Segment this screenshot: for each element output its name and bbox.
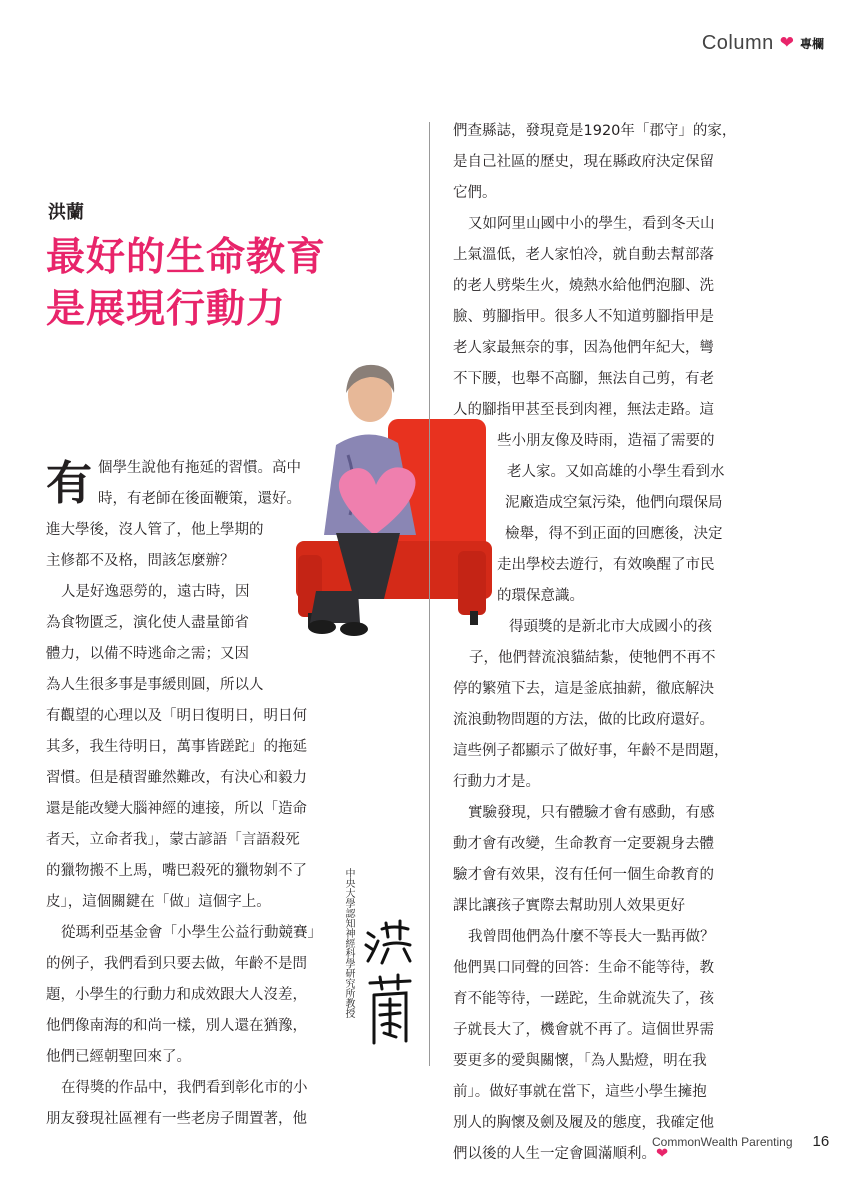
text-line: 個學生說他有拖延的習慣。高中 [98,460,301,476]
text-line: 別人的胸懷及劍及履及的態度，我確定他 [453,1115,714,1131]
right-column [453,116,753,1170]
text-line: 的老人劈柴生火，燒熱水給他們泡腳、洗 [453,278,714,294]
article-title [46,232,326,336]
text-line: 檢舉，得不到正面的回應後，決定 [505,526,723,542]
text-line: 的例子，我們看到只要去做，年齡不是問 [46,956,307,972]
text-line: 在得獎的作品中，我們看到彰化市的小 [61,1080,308,1096]
author-signature [360,915,420,1050]
author-name: 洪蘭 [48,202,84,223]
title-line-2: 是展現行動力 [46,287,287,332]
text-line: 是自己社區的歷史，現在縣政府決定保留 [453,154,714,170]
text-line: 老人家最無奈的事，因為他們年紀大，彎 [453,340,714,356]
text-line: 還是能改變大腦神經的連接，所以「造命 [46,801,307,817]
text-line: 時，有老師在後面鞭策，還好。 [98,491,301,507]
text-line: 為食物匱乏，演化使人盡量節省 [46,615,249,631]
text-line: 有觀望的心理以及「明日復明日，明日何 [46,708,307,724]
text-line: 其多，我生待明日，萬事皆蹉跎」的拖延 [46,739,307,755]
page-number: 16 [812,1133,830,1150]
column-label: Column [701,32,774,54]
text-line: 動才會有改變，生命教育一定要親身去體 [453,836,714,852]
end-heart-icon: ❤ [656,1146,669,1162]
text-line: 老人家。又如高雄的小學生看到水 [507,464,725,480]
text-line: 要更多的愛與關懷，「為人點燈，明在我 [453,1053,707,1069]
text-line: 不下腰，也舉不高腳，無法自己剪，有老 [453,371,714,387]
text-line: 的獵物搬不上馬，嘴巴殺死的獵物剝不了 [46,863,307,879]
text-line: 題，小學生的行動力和成效跟大人沒差， [46,987,307,1003]
text-line: 人是好逸惡勞的，遠古時，因 [61,584,250,600]
text-line: 的環保意識。 [497,588,584,604]
text-line: 走出學校去遊行，有效喚醒了市民 [497,557,715,573]
column-divider [429,122,430,1066]
text-line: 上氣溫低，老人家怕冷，就自動去幫部落 [453,247,714,263]
column-label-zh: 專欄 [799,37,824,51]
text-line: 臉、剪腳指甲。很多人不知道剪腳指甲是 [453,309,714,325]
publication-name: CommonWealth Parenting [652,1135,793,1149]
text-line: 子，他們替流浪貓結紮，使牠們不再不 [469,650,716,666]
drop-cap: 有 [46,456,92,510]
text-line: 驗才會有效果，沒有任何一個生命教育的 [453,867,714,883]
text-line: 皮」，這個關鍵在「做」這個字上。 [46,894,271,910]
text-line: 者天，立命者我」，蒙古諺語「言語殺死 [46,832,300,848]
text-line: 他們異口同聲的回答：生命不能等待，教 [453,960,714,976]
left-column [46,453,346,1135]
text-line: 些小朋友像及時雨，造福了需要的 [497,433,715,449]
text-line: 得頭獎的是新北市大成國小的孩 [509,619,712,635]
title-line-1: 最好的生命教育 [46,235,327,280]
text-line: 實驗發現，只有體驗才會有感動，有感 [468,805,715,821]
text-line: 前」。做好事就在當下，這些小學生擁抱 [453,1084,707,1100]
closing-line: 們以後的人生一定會圓滿順利。 [453,1146,656,1162]
text-line: 從瑪利亞基金會「小學生公益行動競賽」 [61,925,322,941]
text-line: 為人生很多事是事緩則圓，所以人 [46,677,264,693]
text-line: 人的腳指甲甚至長到肉裡，無法走路。這 [453,402,714,418]
column-header [702,32,824,55]
text-line: 習慣。但是積習雖然難改，有決心和毅力 [46,770,307,786]
text-line: 課比讓孩子實際去幫助別人效果更好 [453,898,685,914]
text-line: 他們已經朝聖回來了。 [46,1049,191,1065]
text-line: 我曾問他們為什麼不等長大一點再做？ [468,929,715,945]
page-footer [652,1133,829,1150]
text-line: 子就長大了，機會就不再了。這個世界需 [453,1022,714,1038]
text-line: 這些例子都顯示了做好事，年齡不是問題， [453,743,729,759]
text-line: 泥廠造成空氣污染，他們向環保局 [505,495,723,511]
text-line: 又如阿里山國中小的學生，看到冬天山 [468,216,715,232]
text-line: 停的繁殖下去，這是釜底抽薪，徹底解決 [453,681,714,697]
text-line: 他們像南海的和尚一樣，別人還在猶豫， [46,1018,307,1034]
text-line: 體力，以備不時逃命之需；又因 [46,646,249,662]
text-line: 進大學後，沒人管了，他上學期的 [46,522,264,538]
text-line: 主修都不及格，問該怎麼辦？ [46,553,235,569]
text-line: 們查縣誌，發現竟是1920年「郡守」的家， [453,123,737,139]
author-affiliation: 中央大學認知神經科學研究所教授 [343,868,354,1018]
text-line: 流浪動物問題的方法，做的比政府還好。 [453,712,714,728]
text-line: 育不能等待，一蹉跎，生命就流失了，孩 [453,991,714,1007]
heart-icon: ❤ [779,33,794,53]
text-line: 朋友發現社區裡有一些老房子閒置著，他 [46,1111,307,1127]
text-line: 它們。 [453,185,497,201]
text-line: 行動力才是。 [453,774,540,790]
